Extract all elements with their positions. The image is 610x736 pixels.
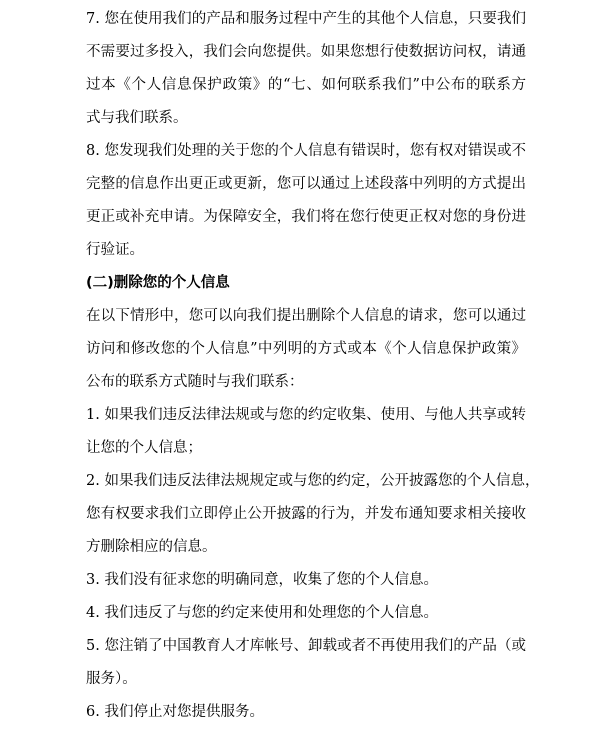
list-item [86,700,526,733]
text-line: 式与我们联系。 [86,110,188,126]
paragraph-intro [86,304,526,403]
list-item [86,403,526,469]
paragraph-item-7 [86,7,526,139]
text-line: 服务）。 [86,671,137,687]
text-line: 方删除相应的信息。 [86,539,217,555]
text-line: 3. 我们没有征求您的明确同意，收集了您的个人信息。 [86,572,438,588]
text-line: 1. 如果我们违反法律法规或与您的约定收集、使用、与他人共享或转 [86,407,526,423]
list-item [86,634,526,700]
text-line: 在以下情形中，您可以向我们提出删除个人信息的请求，您可以通过 [86,308,526,324]
list-item [86,469,540,568]
document-body [86,7,540,733]
list-item [86,601,526,634]
text-line: 不需要过多投入，我们会向您提供。如果您想行使数据访问权，请通 [86,44,526,60]
text-line: 完整的信息作出更正或更新，您可以通过上述段落中列明的方式提出 [86,176,526,192]
text-line: 8. 您发现我们处理的关于您的个人信息有错误时，您有权对错误或不 [86,143,526,159]
text-line: 过本《个人信息保护政策》的“七、如何联系我们”中公布的联系方 [86,77,526,93]
text-line: 5. 您注销了中国教育人才库帐号、卸载或者不再使用我们的产品（或 [86,638,526,654]
text-line: 4. 我们违反了与您的约定来使用和处理您的个人信息。 [86,605,438,621]
text-line: 6. 我们停止对您提供服务。 [86,704,264,720]
text-line: 公布的联系方式随时与我们联系： [86,374,304,390]
text-line: 2. 如果我们违反法律法规规定或与您的约定，公开披露您的个人信息， [86,473,540,489]
section-heading: (二)删除您的个人信息 [86,275,230,291]
text-line: 让您的个人信息； [86,440,202,456]
text-line: 访问和修改您的个人信息”中列明的方式或本《个人信息保护政策》 [86,341,526,357]
text-line: 更正或补充申请。为保障安全，我们将在您行使更正权对您的身份进 [86,209,526,225]
list-item [86,568,526,601]
text-line: 您有权要求我们立即停止公开披露的行为，并发布通知要求相关接收 [86,506,526,522]
text-line: 行验证。 [86,242,144,258]
text-line: 7. 您在使用我们的产品和服务过程中产生的其他个人信息，只要我们 [86,11,526,27]
paragraph-item-8 [86,139,526,271]
